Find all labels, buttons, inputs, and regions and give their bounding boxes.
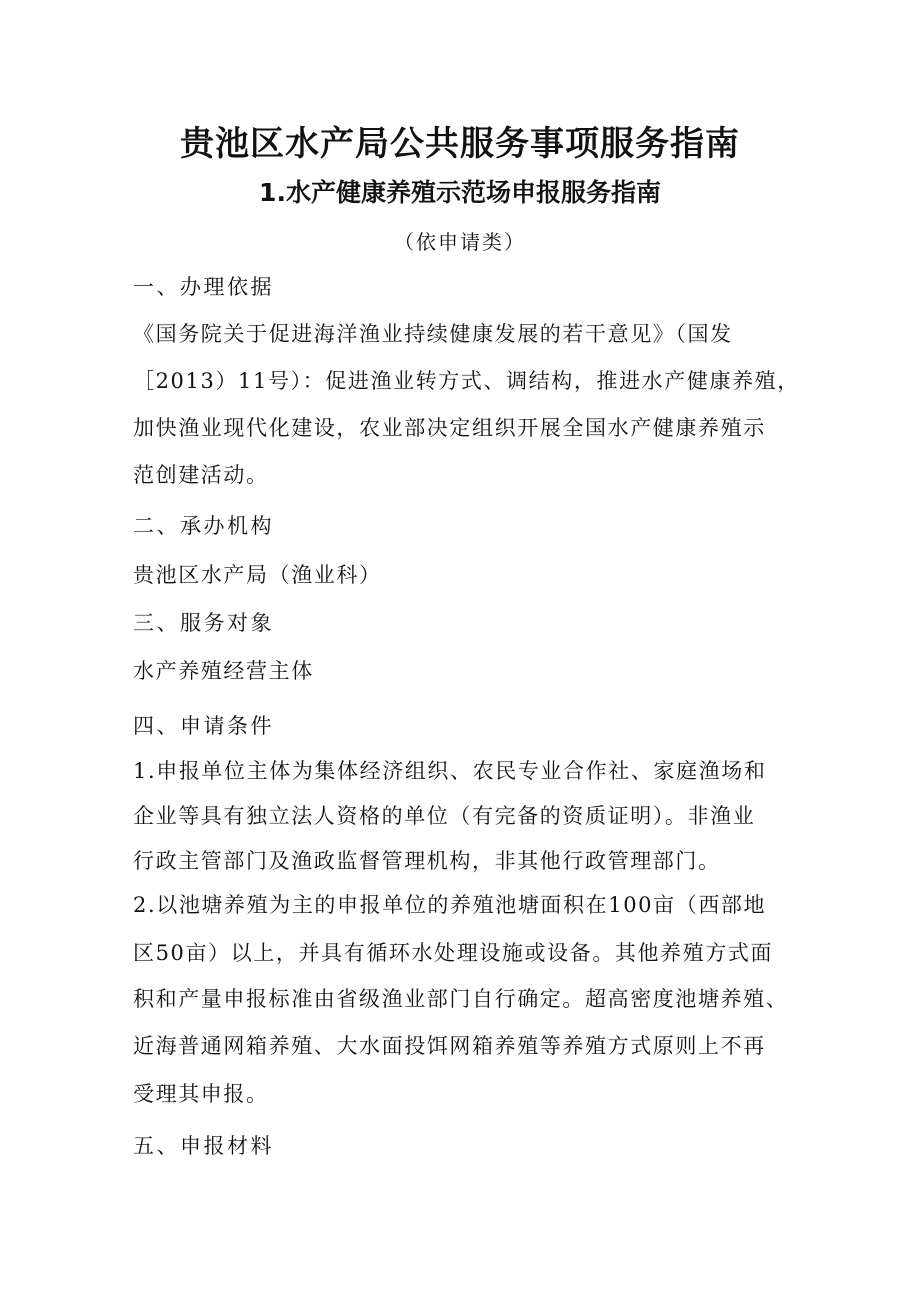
paragraph-line: 2.以池塘养殖为主的申报单位的养殖池塘面积在100亩（西部地 xyxy=(133,893,767,917)
paragraph-line: 范创建活动。 xyxy=(133,463,269,487)
paragraph-line: 1.申报单位主体为集体经济组织、农民专业合作社、家庭渔场和 xyxy=(133,759,767,783)
paragraph-line: ［2013）11号）：促进渔业转方式、调结构，推进水产健康养殖， xyxy=(133,369,800,393)
paragraph-line: 区50亩）以上，并具有循环水处理设施或设备。其他养殖方式面 xyxy=(133,941,774,965)
section-heading-target: 三、服务对象 xyxy=(133,611,274,635)
paragraph-line: 《国务院关于促进海洋渔业持续健康发展的若干意见》（国发 xyxy=(133,322,733,346)
paragraph-line: 贵池区水产局（渔业科） xyxy=(133,563,382,587)
paragraph-line: 受理其申报。 xyxy=(133,1082,269,1106)
paragraph-line: 积和产量申报标准由省级渔业部门自行确定。超高密度池塘养殖、 xyxy=(133,987,789,1011)
paragraph-line: 企业等具有独立法人资格的单位（有完备的资质证明）。非渔业 xyxy=(133,804,756,828)
paragraph-line: 行政主管部门及渔政监督管理机构，非其他行政管理部门。 xyxy=(133,849,721,873)
document-subtitle: 1.水产健康养殖示范场申报服务指南 xyxy=(259,178,661,207)
paragraph-line: 加快渔业现代化建设，农业部决定组织开展全国水产健康养殖示 xyxy=(133,416,766,440)
paragraph-line: 水产养殖经营主体 xyxy=(133,659,314,683)
document-title: 贵池区水产局公共服务事项服务指南 xyxy=(180,124,740,164)
section-heading-conditions: 四、申请条件 xyxy=(133,714,274,738)
section-heading-materials: 五、申报材料 xyxy=(133,1134,274,1158)
document-category: （依申请类） xyxy=(394,230,526,254)
paragraph-line: 近海普通网箱养殖、大水面投饵网箱养殖等养殖方式原则上不再 xyxy=(133,1034,766,1058)
section-heading-agency: 二、承办机构 xyxy=(133,514,274,538)
section-heading-basis: 一、办理依据 xyxy=(133,275,274,299)
